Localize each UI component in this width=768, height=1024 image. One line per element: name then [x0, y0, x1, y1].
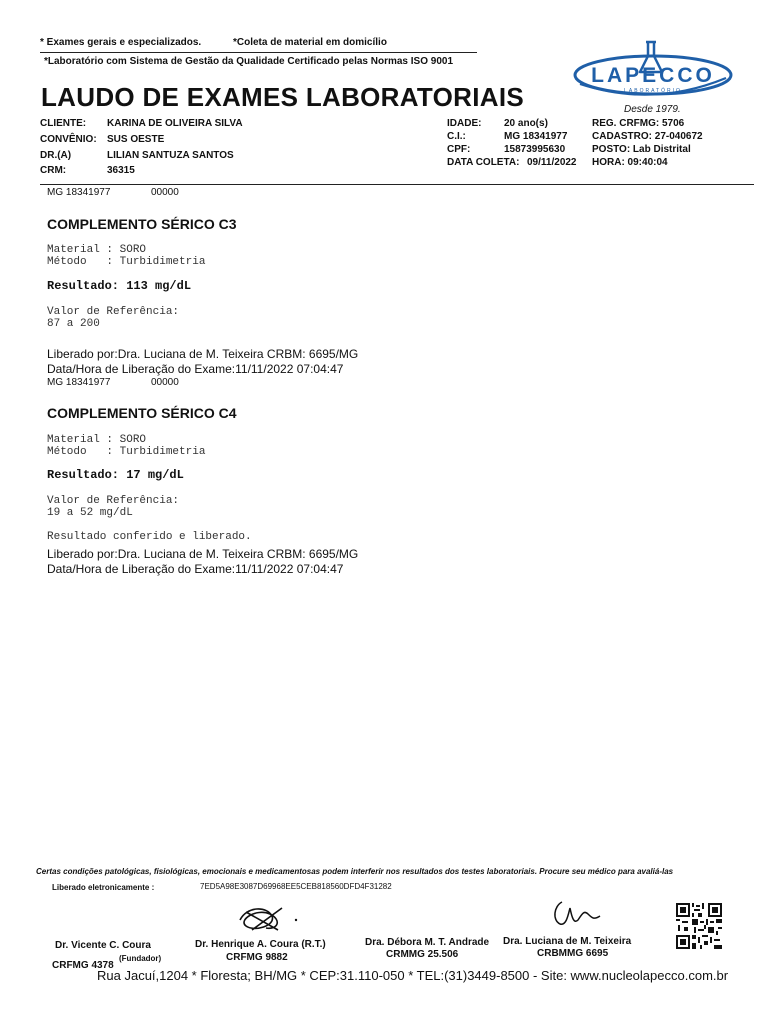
disclaimer: Certas condições patológicas, fisiológicas, emocionais e medicamentosas podem interferir nos resultados dos testes laboratoriais. Procure seu médico para avaliá-las [36, 867, 674, 876]
page-title: LAUDO DE EXAMES LABORATORIAIS [41, 82, 524, 112]
crm-label: CRM: [40, 165, 67, 176]
exam-note: Resultado conferido e liberado. [47, 531, 252, 543]
exam-result: Resultado: 17 mg/dL [47, 468, 184, 482]
header-note-collection: *Coleta de material em domicílio [233, 37, 387, 48]
signatory-2-name: Dr. Henrique A. Coura (R.T.) [195, 939, 326, 950]
cadastro: CADASTRO: 27-040672 [592, 131, 703, 142]
doctor-label: DR.(A) [40, 150, 72, 161]
idade-value: 20 ano(s) [504, 118, 548, 129]
signatory-2-registration: CRFMG 9882 [226, 952, 288, 963]
signature-luciana [548, 896, 604, 930]
crm-value: 36315 [107, 165, 135, 176]
signatory-3-registration: CRMMG 25.506 [386, 949, 459, 960]
signature-hash: 7ED5A98E3087D69968EE5CEB818560DFD4F31282 [200, 882, 392, 891]
signatory-1-note: (Fundador) [119, 954, 162, 963]
signatory-4-registration: CRBMMG 6695 [537, 948, 609, 959]
exam-ref-id: MG 18341977 [47, 187, 111, 198]
exam-ref-label: Valor de Referência: [47, 495, 180, 507]
cliente-label: CLIENTE: [40, 118, 87, 129]
exam-title: COMPLEMENTO SÉRICO C4 [47, 405, 237, 421]
lab-address: Rua Jacuí,1204 * Floresta; BH/MG * CEP:31.110-050 * TEL:(31)3449-8500 - Site: www.nucleolapecco.com.br [97, 968, 729, 983]
idade-label: IDADE: [447, 118, 482, 129]
logo-text: LAPECCO [591, 64, 715, 87]
ci-value: MG 18341977 [504, 131, 568, 142]
header-note-exams: * Exames gerais e especializados. [40, 37, 202, 48]
reg-crfmg: REG. CRFMG: 5706 [592, 118, 685, 129]
exam-ref-label: Valor de Referência: [47, 306, 180, 318]
exam-release-datetime: Data/Hora de Liberação do Exame:11/11/2022 07:04:47 [47, 562, 344, 576]
data-coleta-value: 09/11/2022 [527, 157, 577, 168]
cpf-value: 15873995630 [504, 144, 566, 155]
signatory-3-name: Dra. Débora M. T. Andrade [365, 937, 490, 948]
cliente-value: KARINA DE OLIVEIRA SILVA [107, 118, 243, 129]
convenio-value: SUS OESTE [107, 134, 165, 145]
exam-method: Método : Turbidimetria [47, 256, 206, 268]
signatory-4-name: Dra. Luciana de M. Teixeira [503, 936, 632, 947]
exam-released-by: Liberado por:Dra. Luciana de M. Teixeira CRBM: 6695/MG [47, 547, 359, 561]
lapecco-logo [568, 38, 738, 102]
exam-release-datetime: Data/Hora de Liberação do Exame:11/11/2022 07:04:47 [47, 362, 344, 376]
cpf-label: CPF: [447, 144, 471, 155]
exam-material: Material : SORO [47, 434, 147, 446]
qr-code [676, 903, 722, 949]
ci-label: C.I.: [447, 131, 466, 142]
signatory-1-registration: CRFMG 4378 [52, 960, 114, 971]
exam-result: Resultado: 113 mg/dL [47, 279, 192, 293]
exam-released-by: Liberado por:Dra. Luciana de M. Teixeira CRBM: 6695/MG [47, 347, 359, 361]
exam-ref-code: 00000 [151, 187, 179, 198]
since-label: Desde 1979. [624, 104, 681, 115]
divider [40, 52, 477, 53]
header-note-iso: *Laboratório com Sistema de Gestão da Qualidade Certificado pelas Normas ISO 9001 [44, 56, 454, 67]
divider [40, 184, 754, 185]
data-coleta-label: DATA COLETA: [447, 157, 520, 168]
hora: HORA: 09:40:04 [592, 157, 668, 168]
convenio-label: CONVÊNIO: [40, 134, 97, 145]
doctor-value: LILIAN SANTUZA SANTOS [107, 150, 234, 161]
signatory-1-name: Dr. Vicente C. Coura [55, 940, 151, 951]
logo-subtext: LABORATÓRIO [624, 88, 682, 94]
posto: POSTO: Lab Distrital [592, 144, 691, 155]
exam-ref-id: MG 18341977 [47, 377, 111, 388]
exam-ref-code: 00000 [151, 377, 179, 388]
exam-ref-value: 87 a 200 [47, 318, 100, 330]
liberado-eletronicamente-label: Liberado eletronicamente : [52, 883, 155, 892]
exam-material: Material : SORO [47, 244, 147, 256]
exam-ref-value: 19 a 52 mg/dL [47, 507, 133, 519]
signature-henrique [232, 900, 307, 938]
exam-method: Método : Turbidimetria [47, 446, 206, 458]
exam-title: COMPLEMENTO SÉRICO C3 [47, 216, 237, 232]
